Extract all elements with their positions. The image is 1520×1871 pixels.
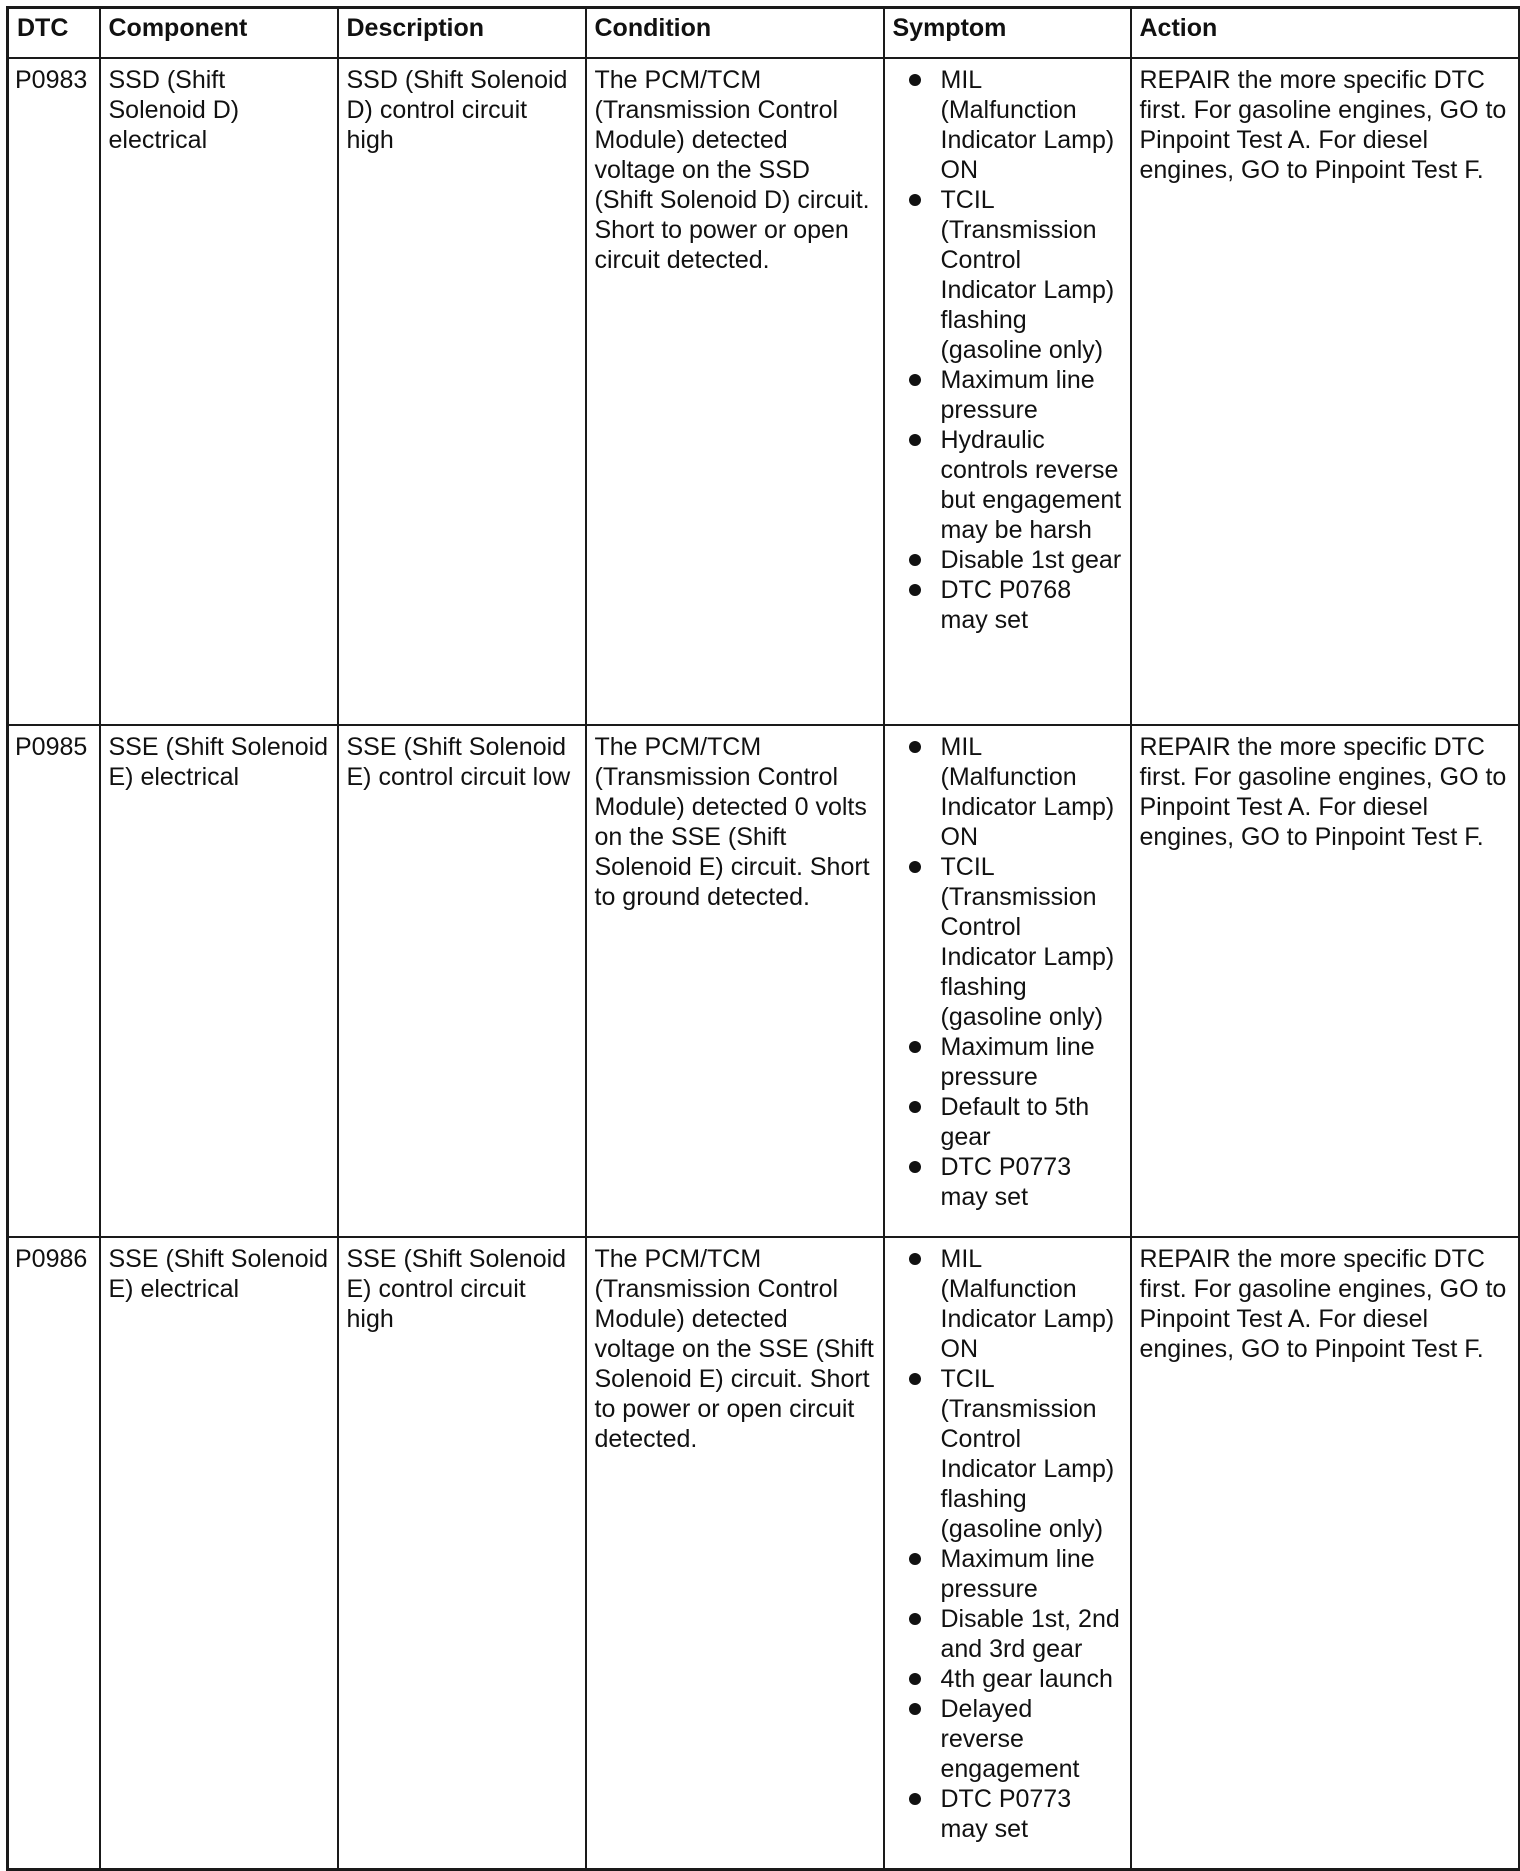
symptom-text: TCIL (Transmission Control Indicator Lamp) flashing (gasoline only): [940, 1365, 1115, 1543]
symptom-item: [893, 1784, 1122, 1844]
symptom-text: DTC P0773 may set: [940, 1785, 1072, 1843]
condition-cell: The PCM/TCM (Transmission Control Module) detected voltage on the SSD (Shift Solenoid D) circuit. Short to power or open circuit detected.: [586, 58, 884, 725]
symptom-cell: [884, 725, 1131, 1237]
bullet-icon: [909, 1673, 921, 1685]
description-cell: SSD (Shift Solenoid D) control circuit high: [338, 58, 586, 725]
symptom-text: MIL (Malfunction Indicator Lamp) ON: [940, 66, 1115, 184]
symptom-item: [893, 365, 1122, 425]
table-header-row: [8, 8, 1520, 59]
bullet-icon: [909, 1041, 921, 1053]
symptom-list: [893, 65, 1122, 635]
dtc-code: P0985: [8, 725, 100, 1237]
header-description: Description: [338, 8, 586, 59]
bullet-icon: [909, 861, 921, 873]
bullet-icon: [909, 741, 921, 753]
header-dtc: DTC: [8, 8, 100, 59]
symptom-list: [893, 1244, 1122, 1844]
symptom-text: MIL (Malfunction Indicator Lamp) ON: [940, 1245, 1115, 1363]
table-row: [8, 1237, 1520, 1870]
description-cell: SSE (Shift Solenoid E) control circuit high: [338, 1237, 586, 1870]
component-cell: SSE (Shift Solenoid E) electrical: [100, 1237, 338, 1870]
symptom-item: [893, 1544, 1122, 1604]
symptom-item: [893, 545, 1122, 575]
component-cell: SSD (Shift Solenoid D) electrical: [100, 58, 338, 725]
condition-cell: The PCM/TCM (Transmission Control Module) detected 0 volts on the SSE (Shift Solenoid E) circuit. Short to ground detected.: [586, 725, 884, 1237]
header-component: Component: [100, 8, 338, 59]
table-row: [8, 725, 1520, 1237]
symptom-text: Maximum line pressure: [940, 1033, 1095, 1091]
symptom-text: DTC P0773 may set: [940, 1153, 1072, 1211]
symptom-item: [893, 1152, 1122, 1212]
symptom-item: [893, 1032, 1122, 1092]
bullet-icon: [909, 1793, 921, 1805]
bullet-icon: [909, 434, 921, 446]
symptom-cell: [884, 58, 1131, 725]
symptom-item: [893, 1244, 1122, 1364]
symptom-text: DTC P0768 may set: [940, 576, 1072, 634]
symptom-item: [893, 732, 1122, 852]
dtc-table: [6, 6, 1520, 1871]
symptom-text: Disable 1st gear: [940, 546, 1122, 574]
bullet-icon: [909, 554, 921, 566]
bullet-icon: [909, 374, 921, 386]
bullet-icon: [909, 1373, 921, 1385]
action-cell: REPAIR the more specific DTC first. For gasoline engines, GO to Pinpoint Test A. For diesel engines, GO to Pinpoint Test F.: [1131, 1237, 1520, 1870]
bullet-icon: [909, 1161, 921, 1173]
bullet-icon: [909, 584, 921, 596]
bullet-icon: [909, 74, 921, 86]
symptom-list: [893, 732, 1122, 1212]
symptom-item: [893, 65, 1122, 185]
condition-cell: The PCM/TCM (Transmission Control Module) detected voltage on the SSE (Shift Solenoid E) circuit. Short to power or open circuit detected.: [586, 1237, 884, 1870]
header-condition: Condition: [586, 8, 884, 59]
symptom-text: 4th gear launch: [940, 1665, 1113, 1693]
symptom-text: TCIL (Transmission Control Indicator Lamp) flashing (gasoline only): [940, 186, 1115, 364]
bullet-icon: [909, 1553, 921, 1565]
symptom-cell: [884, 1237, 1131, 1870]
header-action: Action: [1131, 8, 1520, 59]
action-cell: REPAIR the more specific DTC first. For gasoline engines, GO to Pinpoint Test A. For diesel engines, GO to Pinpoint Test F.: [1131, 725, 1520, 1237]
symptom-text: TCIL (Transmission Control Indicator Lamp) flashing (gasoline only): [940, 853, 1115, 1031]
symptom-item: [893, 852, 1122, 1032]
bullet-icon: [909, 1101, 921, 1113]
symptom-item: [893, 575, 1122, 635]
bullet-icon: [909, 194, 921, 206]
symptom-item: [893, 1092, 1122, 1152]
symptom-text: MIL (Malfunction Indicator Lamp) ON: [940, 733, 1115, 851]
component-cell: SSE (Shift Solenoid E) electrical: [100, 725, 338, 1237]
symptom-text: Default to 5th gear: [940, 1093, 1090, 1151]
symptom-item: [893, 1664, 1122, 1694]
symptom-item: [893, 1364, 1122, 1544]
bullet-icon: [909, 1253, 921, 1265]
action-cell: REPAIR the more specific DTC first. For gasoline engines, GO to Pinpoint Test A. For diesel engines, GO to Pinpoint Test F.: [1131, 58, 1520, 725]
symptom-text: Disable 1st, 2nd and 3rd gear: [940, 1605, 1120, 1663]
dtc-code: P0983: [8, 58, 100, 725]
symptom-item: [893, 1694, 1122, 1784]
table-row: [8, 58, 1520, 725]
symptom-text: Hydraulic controls reverse but engagement may be harsh: [940, 426, 1122, 544]
symptom-item: [893, 185, 1122, 365]
description-cell: SSE (Shift Solenoid E) control circuit low: [338, 725, 586, 1237]
bullet-icon: [909, 1613, 921, 1625]
symptom-item: [893, 425, 1122, 545]
symptom-item: [893, 1604, 1122, 1664]
dtc-code: P0986: [8, 1237, 100, 1870]
symptom-text: Maximum line pressure: [940, 1545, 1095, 1603]
header-symptom: Symptom: [884, 8, 1131, 59]
symptom-text: Delayed reverse engagement: [940, 1695, 1080, 1783]
dtc-document: [6, 6, 1518, 1864]
bullet-icon: [909, 1703, 921, 1715]
symptom-text: Maximum line pressure: [940, 366, 1095, 424]
